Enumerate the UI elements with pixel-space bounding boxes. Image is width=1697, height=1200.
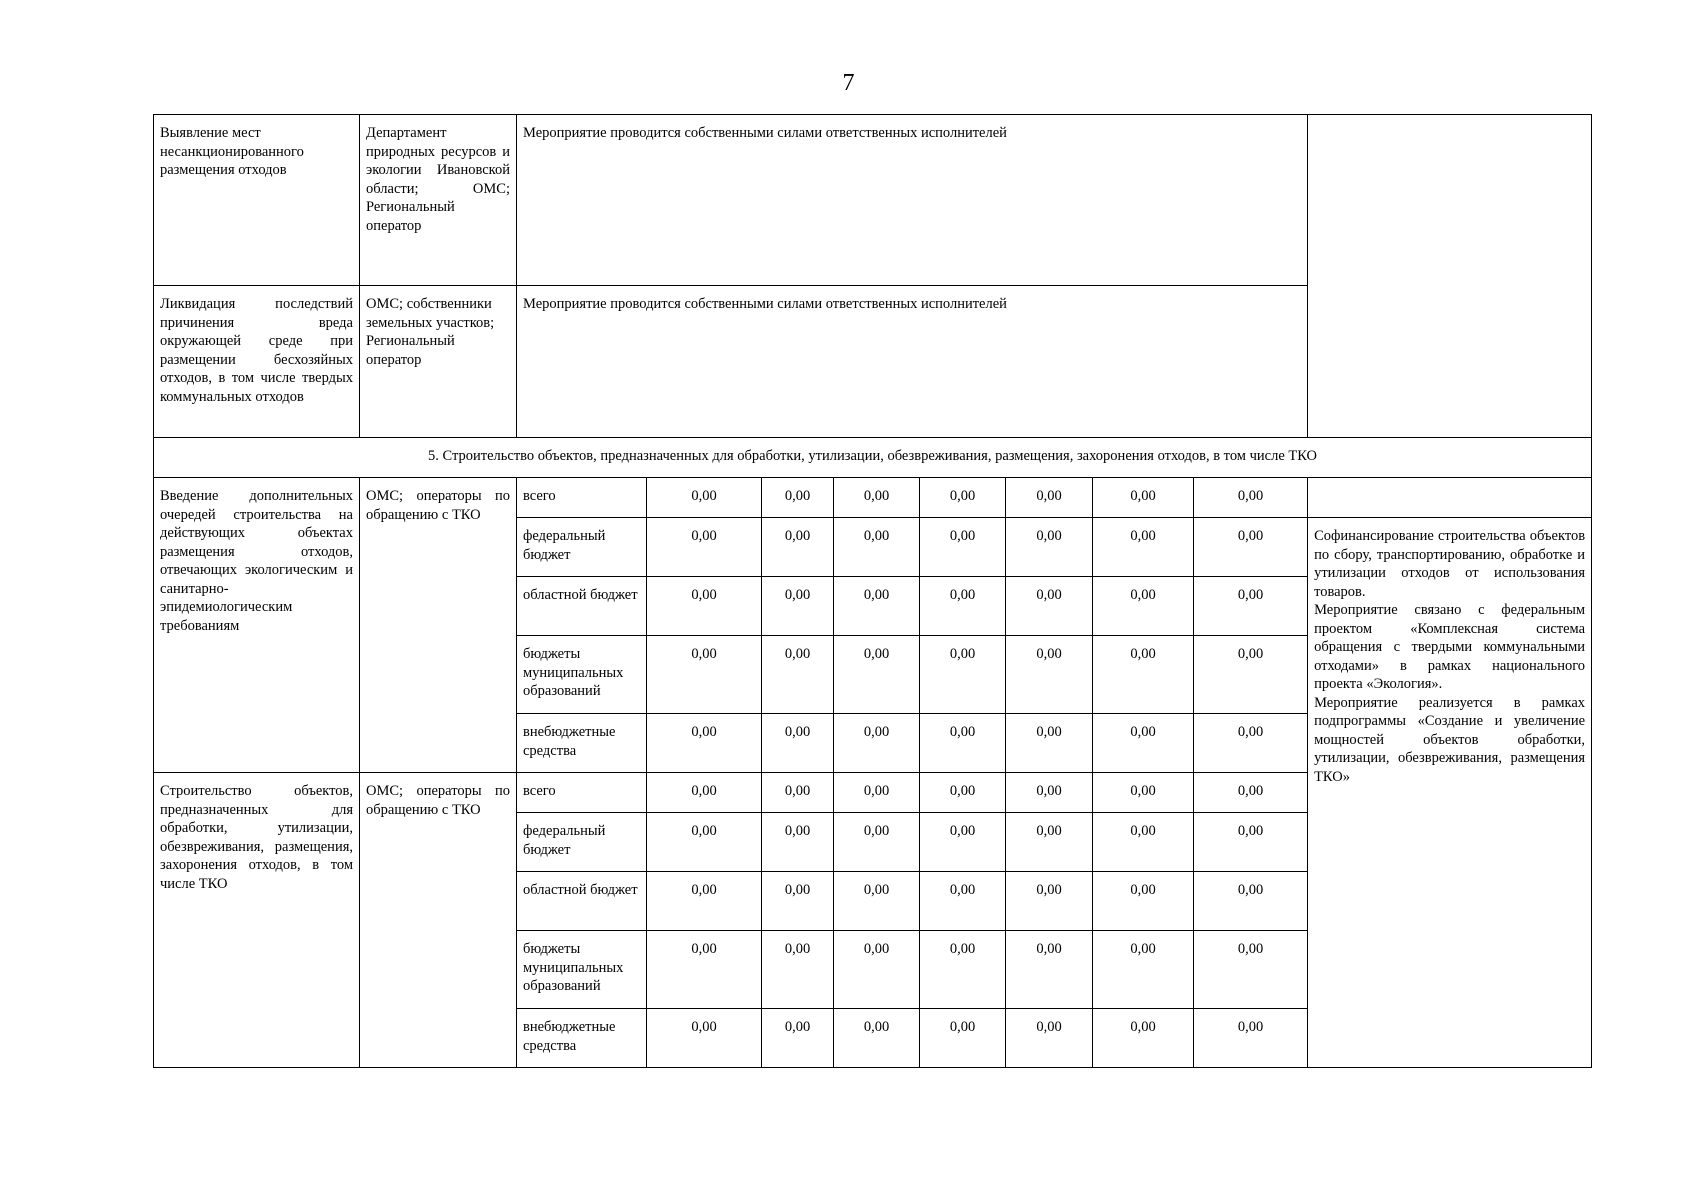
amount-cell: 0,00 [1093, 813, 1194, 872]
amount-cell: 0,00 [647, 931, 762, 1009]
amount-cell: 0,00 [920, 931, 1006, 1009]
amount-cell: 0,00 [920, 872, 1006, 931]
amount-cell: 0,00 [834, 636, 920, 714]
activity-name: Введение дополнительных очередей строительства на действующих объектах размещения отходов, отвечающих экологическим и санитарно-эпидемиологическим требованиям [154, 478, 360, 773]
amount-cell: 0,00 [647, 1009, 762, 1068]
amount-cell: 0,00 [762, 872, 834, 931]
table-row [154, 478, 1592, 518]
section-row [154, 438, 1592, 478]
activity-name: Ликвидация последствий причинения вреда окружающей среде при размещении бесхозяйных отходов, в том числе твердых коммунальных отходов [154, 286, 360, 438]
amount-cell: 0,00 [1006, 813, 1093, 872]
amount-cell: 0,00 [920, 577, 1006, 636]
amount-cell: 0,00 [1093, 773, 1194, 813]
responsible-executor: ОМС; собственники земельных участков; Региональный оператор [360, 286, 517, 438]
amount-cell: 0,00 [1006, 636, 1093, 714]
amount-cell: 0,00 [1006, 1009, 1093, 1068]
amount-cell: 0,00 [1194, 872, 1308, 931]
remarks-cell [1308, 518, 1592, 1068]
funding-source: областной бюджет [517, 577, 647, 636]
amount-cell: 0,00 [1006, 931, 1093, 1009]
funding-source: всего [517, 478, 647, 518]
funding-source: федеральный бюджет [517, 518, 647, 577]
amount-cell: 0,00 [1006, 478, 1093, 518]
amount-cell: 0,00 [834, 577, 920, 636]
responsible-executor: ОМС; операторы по обращению с ТКО [360, 773, 517, 1068]
amount-cell: 0,00 [1093, 1009, 1194, 1068]
section-title: 5. Строительство объектов, предназначенных для обработки, утилизации, обезвреживания, размещения, захоронения отходов, в том числе ТКО [154, 438, 1592, 478]
responsible-executor: ОМС; операторы по обращению с ТКО [360, 478, 517, 773]
amount-cell: 0,00 [834, 773, 920, 813]
amount-cell: 0,00 [1194, 813, 1308, 872]
funding-source: всего [517, 773, 647, 813]
amount-cell: 0,00 [762, 577, 834, 636]
amount-cell: 0,00 [1194, 577, 1308, 636]
amount-cell: 0,00 [1093, 714, 1194, 773]
amount-cell: 0,00 [647, 813, 762, 872]
amount-cell: 0,00 [834, 872, 920, 931]
amount-cell: 0,00 [834, 1009, 920, 1068]
amount-cell: 0,00 [1006, 773, 1093, 813]
remarks-cell-empty [1308, 478, 1592, 518]
amount-cell: 0,00 [920, 773, 1006, 813]
amount-cell: 0,00 [1194, 518, 1308, 577]
amount-cell: 0,00 [920, 813, 1006, 872]
funding-source: областной бюджет [517, 872, 647, 931]
amount-cell: 0,00 [647, 714, 762, 773]
amount-cell: 0,00 [1093, 518, 1194, 577]
activity-note: Мероприятие проводится собственными силами ответственных исполнителей [517, 115, 1308, 286]
amount-cell: 0,00 [920, 714, 1006, 773]
amount-cell: 0,00 [762, 636, 834, 714]
amount-cell: 0,00 [762, 1009, 834, 1068]
amount-cell: 0,00 [647, 518, 762, 577]
amount-cell: 0,00 [834, 813, 920, 872]
amount-cell: 0,00 [762, 714, 834, 773]
amount-cell: 0,00 [647, 577, 762, 636]
amount-cell: 0,00 [920, 636, 1006, 714]
amount-cell: 0,00 [647, 478, 762, 518]
amount-cell: 0,00 [1194, 773, 1308, 813]
amount-cell: 0,00 [1093, 872, 1194, 931]
amount-cell: 0,00 [762, 813, 834, 872]
amount-cell: 0,00 [920, 518, 1006, 577]
amount-cell: 0,00 [920, 478, 1006, 518]
remark-federal-project: Мероприятие связано с федеральным проектом «Комплексная система обращения с твердыми коммунальными отходами» в рамках национального проекта «Экология». [1314, 602, 1586, 692]
amount-cell: 0,00 [762, 518, 834, 577]
activity-note: Мероприятие проводится собственными силами ответственных исполнителей [517, 286, 1308, 438]
amount-cell: 0,00 [920, 1009, 1006, 1068]
amount-cell: 0,00 [647, 872, 762, 931]
amount-cell: 0,00 [1006, 518, 1093, 577]
amount-cell: 0,00 [834, 518, 920, 577]
page-number: 7 [842, 70, 855, 96]
amount-cell: 0,00 [647, 773, 762, 813]
amount-cell: 0,00 [1093, 478, 1194, 518]
funding-source: бюджеты муниципальных образований [517, 636, 647, 714]
activities-table [153, 114, 1592, 1068]
amount-cell: 0,00 [1006, 872, 1093, 931]
funding-source: внебюджетные средства [517, 1009, 647, 1068]
remark-subprogram: Мероприятие реализуется в рамках подпрограммы «Создание и увеличение мощностей объектов обработки, утилизации, обезвреживания, размещения ТКО» [1314, 694, 1586, 785]
funding-source: федеральный бюджет [517, 813, 647, 872]
activity-name: Выявление мест несанкционированного размещения отходов [154, 115, 360, 286]
amount-cell: 0,00 [1194, 931, 1308, 1009]
amount-cell: 0,00 [834, 714, 920, 773]
amount-cell: 0,00 [1006, 577, 1093, 636]
amount-cell: 0,00 [1194, 636, 1308, 714]
table-row [154, 115, 1592, 286]
amount-cell: 0,00 [1194, 1009, 1308, 1068]
funding-source: бюджеты муниципальных образований [517, 931, 647, 1009]
amount-cell: 0,00 [834, 478, 920, 518]
amount-cell: 0,00 [762, 478, 834, 518]
amount-cell: 0,00 [762, 773, 834, 813]
amount-cell: 0,00 [1006, 714, 1093, 773]
amount-cell: 0,00 [647, 636, 762, 714]
amount-cell: 0,00 [1194, 714, 1308, 773]
activity-name: Строительство объектов, предназначенных для обработки, утилизации, обезвреживания, размещения, захоронения отходов, в том числе ТКО [154, 773, 360, 1068]
remarks-cell-empty [1308, 115, 1592, 438]
amount-cell: 0,00 [1093, 931, 1194, 1009]
funding-source: внебюджетные средства [517, 714, 647, 773]
remark-cofinancing: Софинансирование строительства объектов по сбору, транспортированию, обработке и утилизации отходов от использования товаров. [1314, 528, 1586, 600]
amount-cell: 0,00 [834, 931, 920, 1009]
amount-cell: 0,00 [1194, 478, 1308, 518]
responsible-executor: Департамент природных ресурсов и экологии Ивановской области; ОМС; Региональный оператор [360, 115, 517, 286]
amount-cell: 0,00 [762, 931, 834, 1009]
amount-cell: 0,00 [1093, 636, 1194, 714]
amount-cell: 0,00 [1093, 577, 1194, 636]
